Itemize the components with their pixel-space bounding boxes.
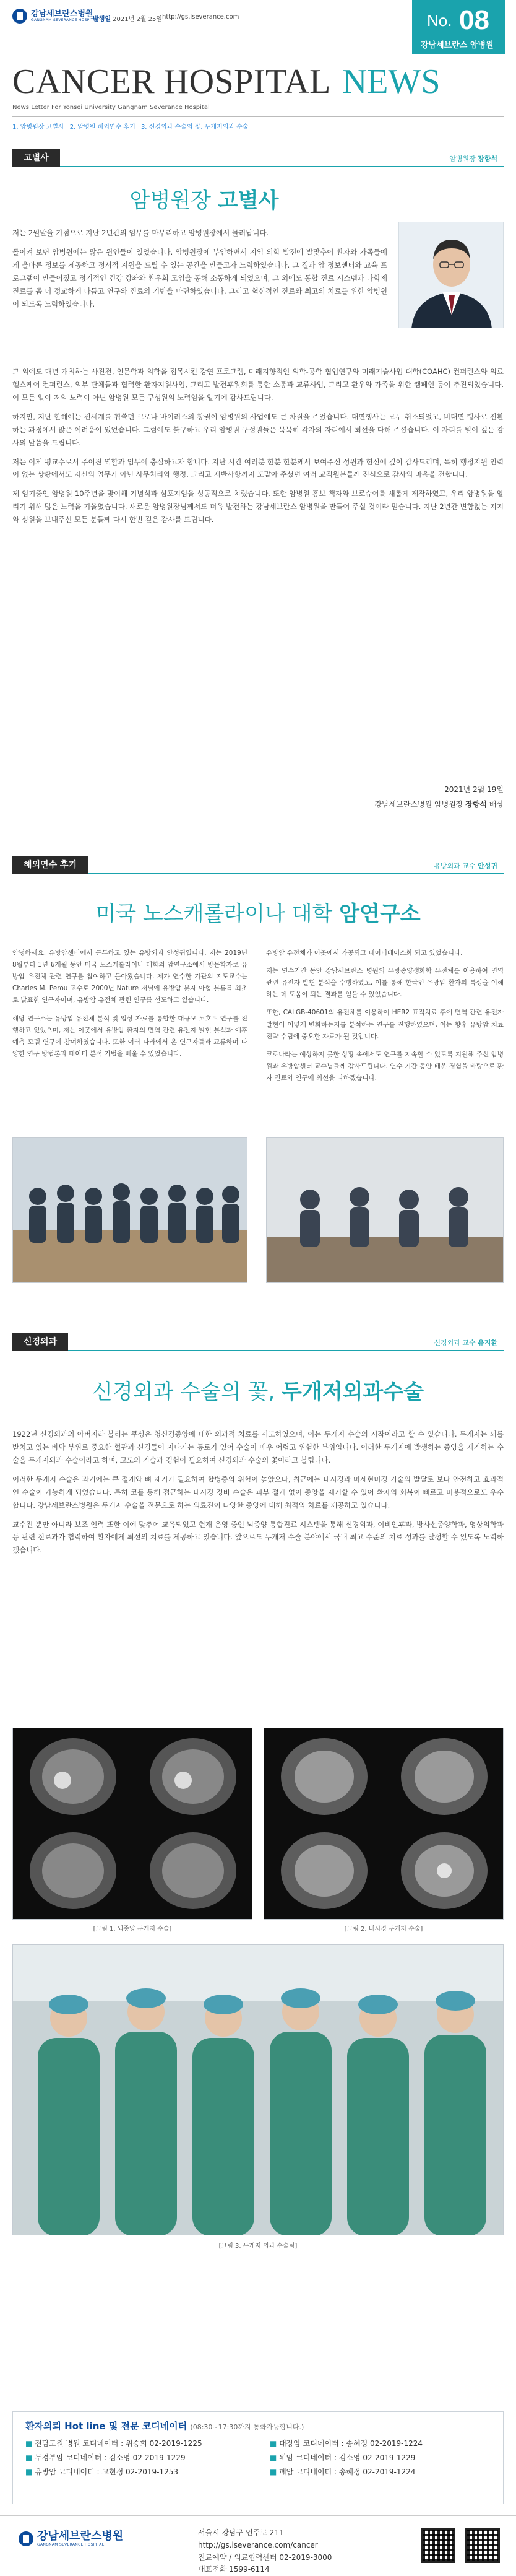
issue-number-badge: No. 08 강남세브란스 암병원 — [412, 0, 505, 54]
toc-item[interactable]: 1. 암병원장 고별사 — [12, 124, 64, 131]
hotline-item[interactable]: ■ 유방암 코디네이터 : 고현정 02-2019-1253 — [25, 2468, 178, 2476]
overseas-photo-2 — [266, 1137, 504, 1283]
section-tag: 해외연수 후기 — [12, 856, 88, 874]
neuro-mri-figure-2 — [264, 1728, 504, 1920]
footer-address: 서울시 강남구 언주로 211 http://gs.iseverance.com/cancer 진료예약 / 의료협력센터 02-2019-3000 대표전화 1599-6114 — [198, 2528, 332, 2574]
neuro-mri-figure-1 — [12, 1728, 252, 1920]
footer-url[interactable]: http://gs.iseverance.com/cancer — [198, 2540, 318, 2549]
hotline-item[interactable]: ■ 두경부암 코디네이터 : 김소영 02-2019-1229 — [25, 2453, 186, 2462]
figure-caption: [그림 1. 뇌종양 두개저 수술] — [93, 1926, 172, 1933]
hotline-item[interactable]: ■ 대장암 코디네이터 : 송혜정 02-2019-1224 — [270, 2439, 423, 2448]
section-author: 신경외과 교수 유지환 — [434, 1339, 497, 1347]
hospital-name: 강남세브란스병원 — [31, 9, 93, 19]
toc-item[interactable]: 2. 암병원 해외연수 후기 — [69, 124, 135, 131]
qr-code-icon[interactable] — [421, 2528, 455, 2563]
hotline-list — [25, 2438, 496, 2477]
newsletter-title: CANCER HOSPITAL NEWS — [12, 63, 441, 101]
greeting-signature: 강남세브란스병원 암병원장 장항석 배상 — [374, 800, 504, 809]
footer-logo[interactable]: 강남세브란스병원 GANGNAM SEVERANCE HOSPITAL — [19, 2531, 123, 2547]
overseas-photo-1 — [12, 1137, 247, 1283]
overseas-col-1: 안녕하세요, 유방암센터에서 근무하고 있는 유방외과 안성귀입니다. 저는 2019년 8월부터 1년 6개월 동안 미국 노스캐롤라이나 대학의 암연구소에서 방문학자로 유방암 유전체 관련 연구를 참여하고 돌아왔습니다. 제가 연수한 기관의 지도교수는 Charles M. Perou 교수로 2000년 Nature 저널에 유방암 분자 아형 분류를 최초로 발표한 연구자이며, 유방암 유전체 관련 연구를 선도하고 있습니다. 해당 연구소는 유방암 유전체 분석 및 임상 자료를 통합한 대규모 코호트 연구를 진행하고 있었으며, 저는 이곳에서 유방암 환자의 면역 관련 유전자 발현 분석과 예후 예측 모델 연구에 참여하였습니다. 또한 여러 나라에서 온 연구자들과 교류하며 다양한 연구 방법론과 데이터 분석 기법을 배울 수 있었습니다. — [12, 949, 247, 1058]
greeting-intro: 저는 2월말을 기점으로 지난 2년간의 임무를 마무리하고 암병원장에서 물러납니다. 돌이켜 보면 암병원에는 많은 원인들이 있었습니다. 암병원장에 부임하면서 지역 의학 발전에 발맞추어 환자와 가족들에게 올바른 정보를 제공하고 정서적 지원을 드릴 수 있는 공간을 만들고자 노력하였습니다. 그 결과 암 정보센터와 교육 프로그램이 만들어졌고 정기적인 건강 강좌와 환우회 모임을 통해 소통하게 되었으며, 그 외에도 통합 진료 시스템과 다학제 진료를 좀 더 정교하게 다듬고 연구와 진료의 기반을 마련하였습니다. 그리고 혁신적인 진료와 최고의 치료를 위한 암병원이 되도록 노력하였습니다. — [12, 228, 387, 308]
hospital-name-en: GANGNAM SEVERANCE HOSPITAL — [31, 18, 98, 23]
bullet-icon: ■ — [270, 2453, 277, 2462]
issue-date: 발행일 2021년 2월 25일 — [93, 16, 163, 23]
qr-code-icon[interactable] — [465, 2528, 500, 2563]
figure-caption: [그림 3. 두개저 외과 수술팀] — [218, 2243, 298, 2250]
neuro-team-photo — [12, 1944, 504, 2235]
greeting-date: 2021년 2월 19일 — [444, 785, 504, 794]
overseas-col-2: 유방암 유전체가 이곳에서 가공되고 데이터베이스화 되고 있었습니다. 저는 연수기간 동안 강남세브란스 병원의 유방종양생화학 유전체를 이용하여 면역 관련 유전자 발현 분석을 수행하였고, 이를 통해 한국인 유방암 환자의 특성을 이해하는 데 도움이 되는 결과를 얻을 수 있었습니다. 또한, CALGB-40601의 유전체를 이용하여 HER2 표적치료 후에 면역 관련 유전자 발현이 어떻게 변화하는지를 분석하는 연구를 진행하였으며, 이는 향후 유방암 치료 전략 수립에 중요한 자료가 될 것입니다. 코로나라는 예상하지 못한 상황 속에서도 연구를 지속할 수 있도록 지원해 주신 암병원과 유방암센터 교수님들께 감사드립니다. 연수 기간 동안 배운 경험을 바탕으로 환자 진료와 연구에 최선을 다하겠습니다. — [266, 949, 504, 1082]
severance-shield-icon — [19, 2531, 33, 2546]
neuro-body: 1922년 신경외과의 아버지라 불리는 쿠싱은 청신경종양에 대한 외과적 치료를 시도하였으며, 이는 두개저 수술의 시작이라고 할 수 있습니다. 두개저는 뇌를 받치고 있는 바닥 부위로 중요한 혈관과 신경들이 지나가는 통로가 있어 수술이 매우 어렵고 위험한 부위입니다. 이러한 두개저에 발생하는 종양을 제거하는 수술을 두개저외과 수술이라고 하며, 고도의 기술과 경험이 필요하여 신경외과 수술의 꽃이라고 불립니다. 이러한 두개저 수술은 과거에는 큰 절개와 뼈 제거가 필요하여 합병증의 위험이 높았으나, 최근에는 내시경과 미세현미경 기술의 발달로 보다 안전하고 효과적인 수술이 가능하게 되었습니다. 특히 코를 통해 접근하는 내시경 경비 수술은 피부 절개 없이 종양을 제거할 수 있어 환자의 회복이 빠르고 미용적으로도 우수합니다. 강남세브란스병원은 두개저 수술을 전문으로 하는 의료진이 다양한 종양에 대해 최적의 치료를 제공하고 있습니다. 교수진 뿐만 아니라 보조 인력 또한 이에 맞추어 교육되었고 현재 운영 중인 뇌종양 통합진료 시스템을 통해 신경외과, 이비인후과, 방사선종양학과, 영상의학과 등 관련 진료과가 협력하여 환자에게 최선의 치료를 제공하고 있습니다. 앞으로도 두개저 수술 분야에서 국내 최고 수준의 치료 성과를 달성할 수 있도록 노력하겠습니다. — [12, 1430, 504, 1555]
bullet-icon: ■ — [270, 2439, 277, 2448]
section-tag: 고별사 — [12, 149, 60, 167]
hotline-item[interactable]: ■ 전담도원 병원 코디네이터 : 위승희 02-2019-1225 — [25, 2439, 202, 2448]
referral-hotline-box — [12, 2411, 504, 2504]
newsletter-subtitle: News Letter For Yonsei University Gangnam Severance Hospital — [12, 104, 210, 111]
hotline-item[interactable]: ■ 위암 코디네이터 : 김소영 02-2019-1229 — [270, 2453, 416, 2462]
greeting-body: 그 외에도 매년 개최하는 사진전, 인문학과 의학을 접목시킨 강연 프로그램, 미래지향적인 의학-공학 협업연구와 미래기술사업 대학(COAHC) 컨퍼런스와 의료 헬스케어 컨퍼런스, 외부 단체들과 협력한 환자지원사업, 그리고 발전후원회를 통한 소통과 교류사업, 그리고 환우와 가족을 위한 캠페인 등이 추진되었습니다. 이 모든 일이 저의 노력이 아닌 암병원 모든 구성원의 노력임을 알기에 감사드립니다. 하지만, 지난 한해에는 전세계를 휩쓸던 코로나 바이러스의 창궐이 암병원의 사업에도 큰 차질을 주었습니다. 대면행사는 모두 취소되었고, 비대면 행사로 전환하는 과정에서 많은 어려움이 있었습니다. 그럼에도 불구하고 우리 암병원 구성원들은 묵묵히 각자의 자리에서 최선을 다해 주셨습니다. 이 자리를 빌어 깊은 감사의 말씀을 드립니다. 저는 이제 평교수로서 주어진 역할과 임무에 충실하고자 합니다. 지난 시간 여러분 한분 한분께서 보여주신 성원과 헌신에 깊이 감사드리며, 특히 행정지원 인력이 없는 상황에서도 자신의 업무가 아닌 사무처리와 행정, 그리고 제반사항까지 도맡아 주셨던 여러 교직원분들께 진심으로 감사의 마음을 전합니다. 제 임기중인 암병원 10주년을 맞이해 기념식과 심포지엄을 성공적으로 치렀습니다. 또한 암병원 홍보 책자와 브로슈어를 새롭게 제작하였고, 우리 암병원을 알리기 위해 많은 노력을 기울였습니다. 새로운 암병원장님께서도 더욱 발전하는 강남세브란스 암병원을 만들어 주실 것이라 믿습니다. 지난 2년간 변함없는 지지와 성원을 보내주신 모든 분들께 다시 한번 깊은 감사를 드립니다. — [12, 367, 504, 524]
section-header-greeting — [12, 149, 504, 167]
section-author: 유방외과 교수 안성귀 — [434, 862, 497, 870]
severance-shield-icon — [12, 9, 27, 24]
director-portrait — [398, 222, 504, 328]
section-tag: 신경외과 — [12, 1333, 68, 1351]
footer — [0, 2515, 516, 2574]
section-title-overseas: 미국 노스캐롤라이나 대학 암연구소 — [95, 902, 421, 926]
section-title-neuro: 신경외과 수술의 꽃, 두개저외과수술 — [92, 1380, 424, 1404]
bullet-icon: ■ — [25, 2468, 33, 2476]
divider — [12, 116, 504, 117]
bullet-icon: ■ — [25, 2439, 33, 2448]
table-of-contents — [12, 121, 252, 131]
section-author: 암병원장 장항석 — [449, 155, 497, 163]
hospital-logo[interactable] — [12, 9, 98, 24]
figure-caption: [그림 2. 내시경 두개저 수술] — [344, 1926, 423, 1933]
toc-item[interactable]: 3. 신경외과 수술의 꽃, 두개저외과 수술 — [140, 124, 249, 131]
header-url[interactable]: http://gs.iseverance.com — [162, 14, 239, 20]
hotline-item[interactable]: ■ 폐암 코디네이터 : 송혜정 02-2019-1224 — [270, 2468, 416, 2476]
section-header-neuro — [12, 1333, 504, 1351]
bullet-icon: ■ — [25, 2453, 33, 2462]
hotline-title: 환자의뢰 Hot line 및 전문 코디네이터 (08:30~17:30까지 통화가능합니다.) — [25, 2421, 304, 2432]
section-title-greeting: 암병원장 고별사 — [129, 188, 279, 213]
bullet-icon: ■ — [270, 2468, 277, 2476]
section-header-overseas — [12, 856, 504, 874]
